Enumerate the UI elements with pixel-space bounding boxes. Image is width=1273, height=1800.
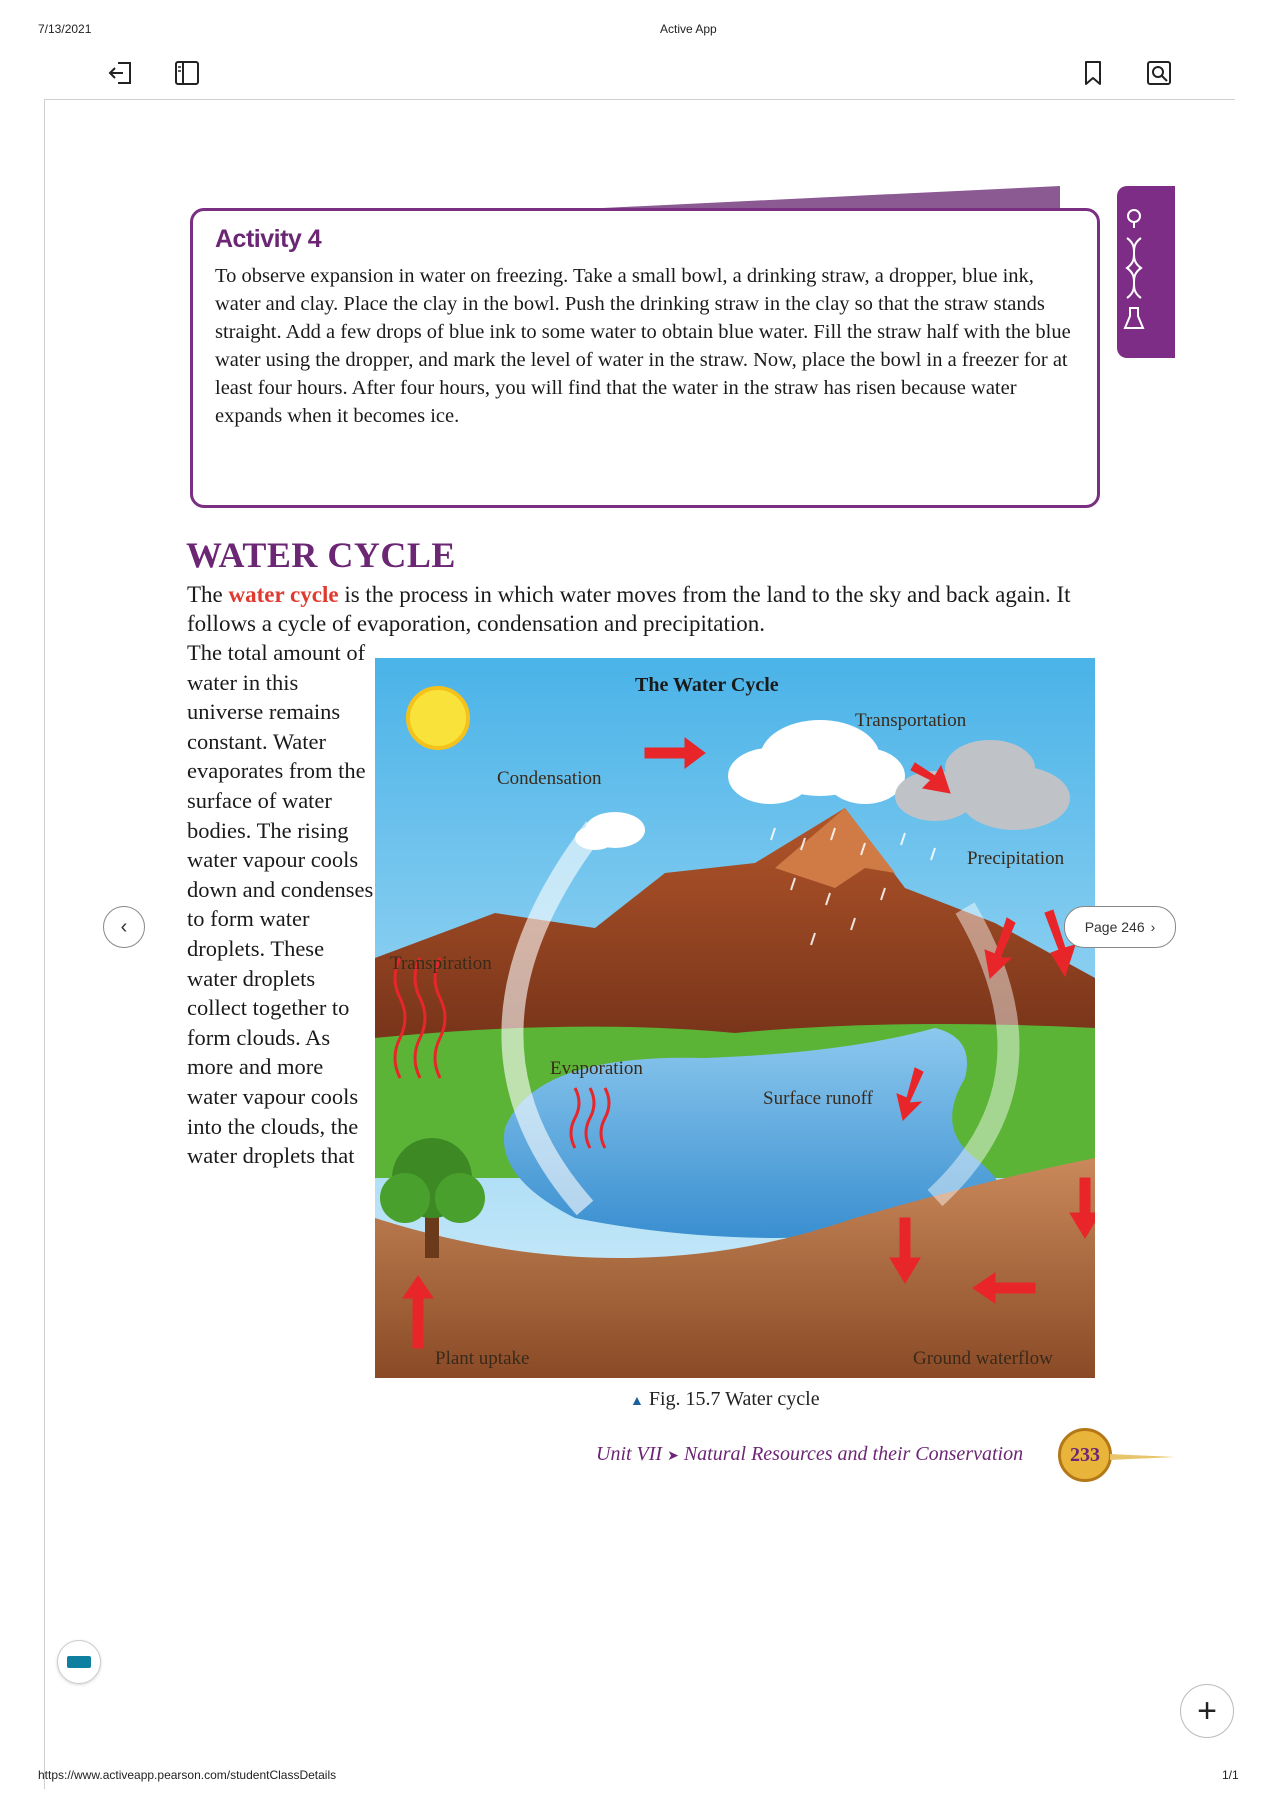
print-page-count: 1/1: [1222, 1768, 1239, 1782]
add-button[interactable]: [1180, 1684, 1234, 1738]
sun-icon: [408, 688, 468, 748]
label-surface-runoff: Surface runoff: [763, 1088, 873, 1109]
notes-button[interactable]: [57, 1640, 101, 1684]
activity-text: To observe expansion in water on freezing. Take a small bowl, a drinking straw, a dropper, blue ink, water and clay. Place the clay in the bowl. Push the drinking straw in the clay so that the straw stands straight. Add a few drops of blue ink to some water to obtain blue water. Fill the straw half with the blue water using the dropper, and mark the level of water in the straw. Now, place the bowl in a freezer for at least four hours. After four hours, you will find that the water in the straw has risen because water expands when it becomes ice.: [215, 265, 1071, 427]
label-plant-uptake: Plant uptake: [435, 1348, 530, 1369]
caption-text: Fig. 15.7 Water cycle: [648, 1388, 820, 1410]
label-transpiration: Transpiration: [390, 953, 492, 974]
bookmark-icon[interactable]: [1078, 58, 1108, 88]
chevron-left-icon: ‹: [120, 915, 128, 938]
toolbar-divider: [44, 99, 1235, 100]
print-date: 7/13/2021: [38, 22, 92, 36]
figure-caption: [630, 1388, 820, 1411]
water-cycle-illustration: [375, 658, 1095, 1378]
next-page-button[interactable]: [1064, 906, 1176, 948]
print-url: https://www.activeapp.pearson.com/studentClassDetails: [38, 1768, 337, 1782]
plus-icon: +: [1197, 1691, 1217, 1730]
footer-unit-name: Unit VII: [596, 1443, 663, 1465]
frame-left-border: [44, 99, 45, 1789]
label-ground-waterflow: Ground waterflow: [913, 1348, 1053, 1369]
label-transportation: Transportation: [855, 710, 967, 731]
footer-chapter: Natural Resources and their Conservation: [683, 1443, 1024, 1465]
next-page-label: Page 246: [1084, 919, 1145, 935]
label-condensation: Condensation: [497, 768, 602, 789]
water-cycle-figure: [375, 658, 1095, 1378]
print-title: Active App: [660, 22, 717, 36]
exit-icon[interactable]: [106, 58, 136, 88]
sidebar-panel-icon[interactable]: [172, 58, 202, 88]
caption-triangle-icon: ▲: [630, 1394, 644, 1409]
activity-box: [190, 208, 1100, 508]
activity-title: Activity 4: [215, 225, 322, 253]
intro-keyword: water cycle: [228, 582, 339, 607]
footer-chevron-icon: ➤: [667, 1449, 679, 1464]
section-title: WATER CYCLE: [186, 535, 456, 575]
science-icons: [1117, 186, 1175, 358]
page-search-icon[interactable]: [1144, 58, 1174, 88]
chevron-right-icon: ›: [1150, 919, 1156, 935]
intro-prefix: The: [187, 582, 223, 607]
footer-unit: [596, 1443, 1023, 1466]
figure-title: The Water Cycle: [635, 674, 779, 696]
section-intro: [187, 580, 1117, 638]
prev-page-button[interactable]: [103, 906, 145, 948]
label-precipitation: Precipitation: [967, 848, 1065, 869]
book-page-number: 233: [1058, 1428, 1112, 1482]
page-number-swoosh: [1110, 1450, 1175, 1464]
notes-icon: [67, 1656, 91, 1668]
column-text: The total amount of water in this universe remains constant. Water evaporates from the surface of water bodies. The rising water vapour cools down and condenses to form water droplets. These water droplets collect together to form clouds. As more and more water vapour cools into the clouds, the water droplets that: [187, 640, 374, 1169]
activity-side-tab: [1117, 186, 1175, 358]
intro-rest: is the process in which water moves from the land to the sky and back again. It follows a cycle of evaporation, condensation and precipitation.: [187, 582, 1071, 636]
label-evaporation: Evaporation: [550, 1058, 643, 1079]
